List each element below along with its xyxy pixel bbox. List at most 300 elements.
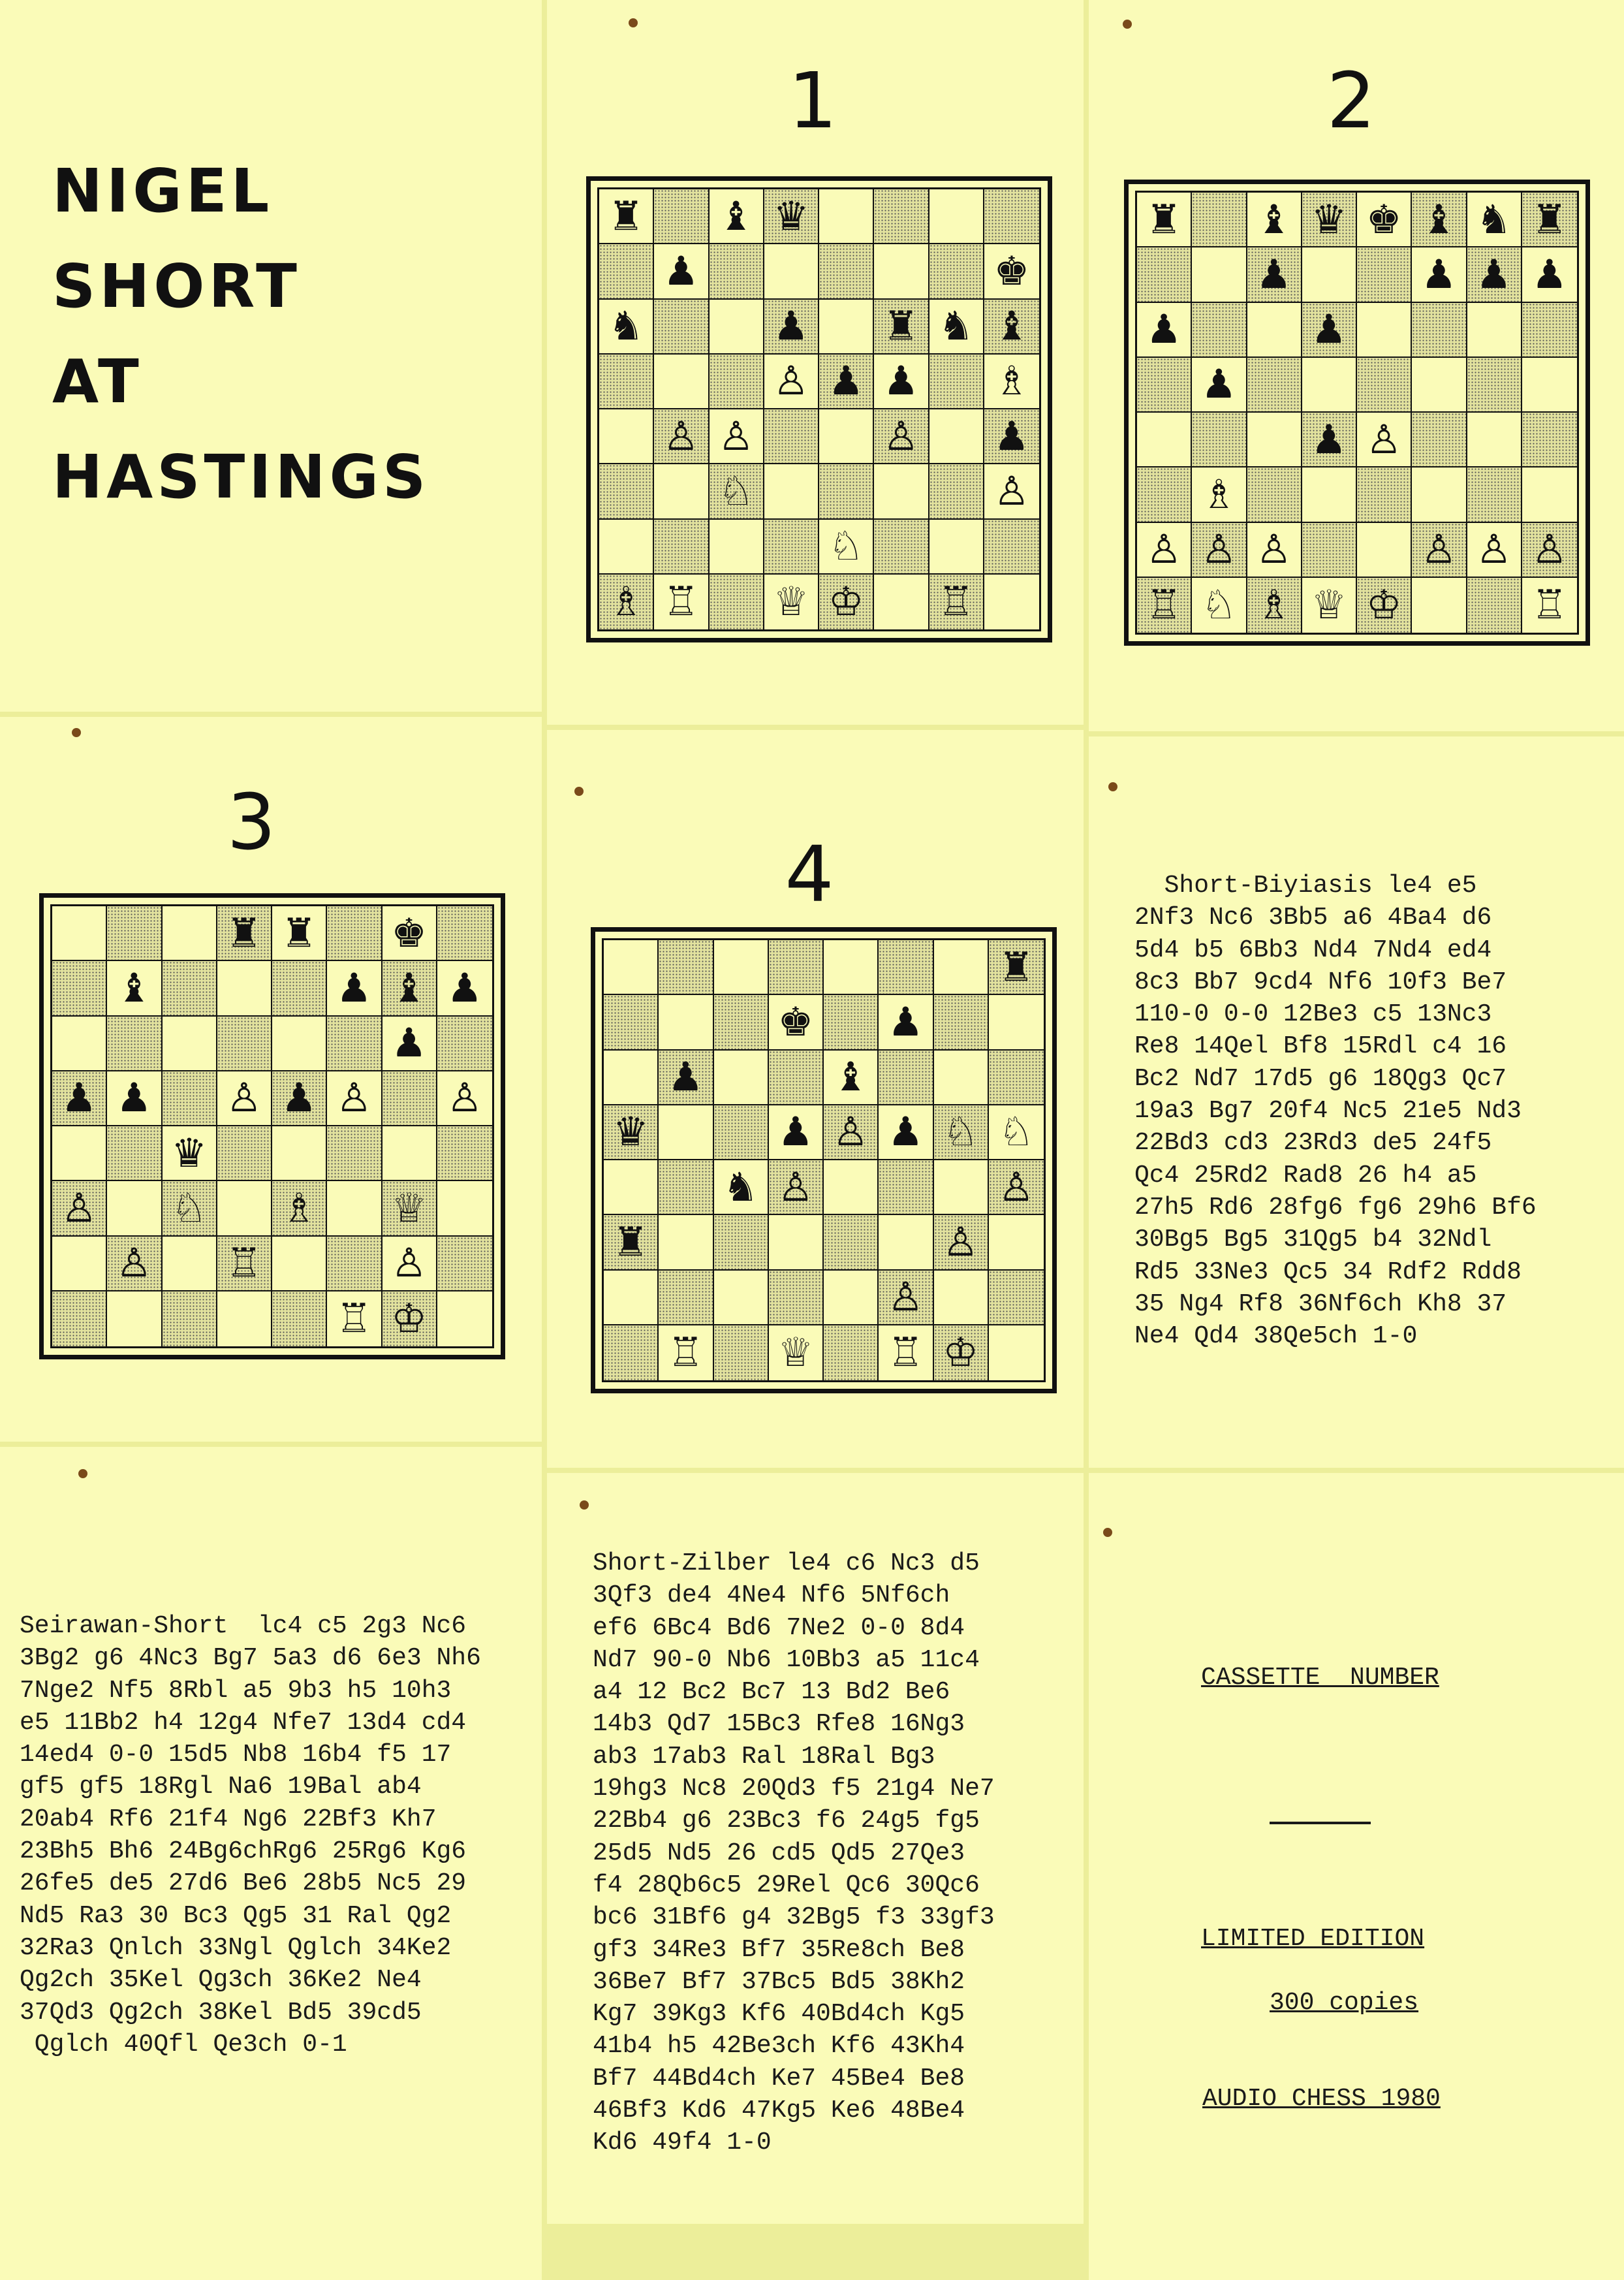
white-pawn-icon: ♙ — [1201, 526, 1237, 573]
board-square — [764, 575, 819, 629]
board-square — [659, 1271, 713, 1325]
board-square — [1522, 523, 1577, 578]
board-square — [984, 464, 1039, 519]
black-king-icon: ♚ — [993, 247, 1030, 294]
board-square — [929, 244, 984, 299]
black-king-icon: ♚ — [1366, 196, 1402, 243]
board-square — [710, 300, 764, 355]
white-pawn-icon: ♙ — [1476, 526, 1512, 573]
board-square — [272, 1126, 327, 1181]
board-square — [934, 995, 989, 1050]
white-king-icon: ♔ — [1366, 582, 1402, 629]
black-rook-icon: ♜ — [281, 910, 317, 957]
white-rook-icon: ♖ — [226, 1240, 262, 1287]
board-square — [984, 244, 1039, 299]
board-square — [710, 575, 764, 629]
white-pawn-icon: ♙ — [888, 1274, 924, 1321]
board-square — [327, 1291, 382, 1346]
black-pawn-icon: ♟ — [777, 1109, 814, 1156]
board-square — [1247, 413, 1302, 467]
board-square — [1192, 303, 1247, 358]
white-knight-icon: ♘ — [718, 467, 754, 515]
board-square — [764, 244, 819, 299]
board-square — [769, 940, 824, 995]
white-king-icon: ♔ — [391, 1295, 427, 1342]
board-square — [604, 1051, 659, 1105]
board-square — [163, 1071, 217, 1126]
board-square — [383, 1291, 437, 1346]
board-square — [710, 409, 764, 464]
board-square — [819, 409, 874, 464]
board-square — [52, 1291, 107, 1346]
title-line: AT — [52, 347, 143, 417]
chess-diagram-3 — [39, 893, 505, 1359]
board-square — [599, 300, 654, 355]
board-square — [1192, 193, 1247, 247]
board-square — [879, 1160, 933, 1215]
move-line: 35 Ng4 Rf8 36Nf6ch Kh8 37 — [1134, 1290, 1507, 1318]
board-square — [1302, 303, 1357, 358]
move-line: 22Bd3 cd3 23Rd3 de5 24f5 — [1134, 1129, 1492, 1158]
black-king-icon: ♚ — [777, 998, 814, 1045]
board-square — [934, 1051, 989, 1105]
board-square — [1137, 467, 1192, 522]
board-square — [824, 995, 879, 1050]
board-square — [819, 244, 874, 299]
board-square — [714, 1051, 769, 1105]
board-square — [599, 244, 654, 299]
board-square — [659, 1160, 713, 1215]
board-square — [654, 300, 709, 355]
black-pawn-icon: ♟ — [888, 998, 924, 1045]
board-square — [984, 575, 1039, 629]
board-square — [934, 1105, 989, 1160]
move-line: 37Qd3 Qg2ch 38Kel Bd5 39cd5 — [20, 1998, 422, 2027]
black-pawn-icon: ♟ — [1476, 251, 1512, 298]
white-pawn-icon: ♙ — [1421, 526, 1457, 573]
board-square — [984, 520, 1039, 575]
board-square — [1412, 413, 1467, 467]
black-pawn-icon: ♟ — [61, 1075, 97, 1122]
board-square — [1302, 467, 1357, 522]
board-square — [272, 961, 327, 1016]
board-square — [437, 961, 492, 1016]
white-knight-icon: ♘ — [171, 1184, 207, 1231]
board-square — [1302, 193, 1357, 247]
move-line: 41b4 h5 42Be3ch Kf6 43Kh4 — [593, 2032, 965, 2061]
board-square — [1192, 358, 1247, 413]
move-line: 26fe5 de5 27d6 Be6 28b5 Nc5 29 — [20, 1869, 467, 1898]
board-square — [1302, 413, 1357, 467]
move-line: 5d4 b5 6Bb3 Nd4 7Nd4 ed4 — [1134, 936, 1492, 964]
title-line: NIGEL — [52, 156, 273, 226]
board-square — [1522, 193, 1577, 247]
board-square — [1302, 578, 1357, 633]
white-pawn-icon: ♙ — [391, 1240, 427, 1287]
white-knight-icon: ♘ — [828, 523, 864, 570]
board-square — [272, 1181, 327, 1236]
board-square — [604, 940, 659, 995]
publisher-label: AUDIO CHESS 1980 — [1202, 2085, 1441, 2113]
white-knight-icon: ♘ — [1201, 582, 1237, 629]
board-square — [764, 409, 819, 464]
white-pawn-icon: ♙ — [1366, 416, 1402, 463]
black-pawn-icon: ♟ — [993, 413, 1030, 460]
black-knight-icon: ♞ — [938, 303, 974, 350]
board-square — [1412, 303, 1467, 358]
white-pawn-icon: ♙ — [116, 1240, 152, 1287]
move-line: 19hg3 Nc8 20Qd3 f5 21g4 Ne7 — [593, 1775, 995, 1803]
white-rook-icon: ♖ — [1146, 582, 1182, 629]
cassette-number-blank — [1270, 1822, 1371, 1824]
board-square — [659, 1105, 713, 1160]
staple-mark — [580, 1500, 589, 1510]
board-square — [217, 1017, 272, 1071]
move-line: gf5 gf5 18Rgl Na6 19Bal ab4 — [20, 1773, 422, 1801]
board-square — [383, 1017, 437, 1071]
board-square — [714, 1215, 769, 1270]
board-square — [163, 1291, 217, 1346]
board-square — [1522, 413, 1577, 467]
board-square — [1467, 303, 1522, 358]
board-square — [654, 464, 709, 519]
board-square — [874, 464, 929, 519]
board-square — [437, 1237, 492, 1291]
board-square — [654, 409, 709, 464]
board-square — [874, 189, 929, 244]
board-square — [710, 520, 764, 575]
black-knight-icon: ♞ — [608, 303, 644, 350]
board-square — [659, 1051, 713, 1105]
board-square — [1357, 413, 1412, 467]
white-king-icon: ♔ — [828, 578, 864, 625]
board-square — [824, 1215, 879, 1270]
move-line: Qglch 40Qfl Qe3ch 0-1 — [20, 2030, 347, 2059]
board-square — [52, 1237, 107, 1291]
board-square — [1247, 247, 1302, 302]
board-square — [1467, 578, 1522, 633]
board-square — [599, 355, 654, 409]
board-square — [437, 1181, 492, 1236]
black-bishop-icon: ♝ — [1421, 196, 1457, 243]
board-square — [659, 940, 713, 995]
board-square — [327, 1071, 382, 1126]
game-score-short-zilber — [593, 1547, 995, 2159]
board-square — [659, 995, 713, 1050]
board-square — [984, 189, 1039, 244]
board-square — [1247, 523, 1302, 578]
black-pawn-icon: ♟ — [1531, 251, 1568, 298]
black-queen-icon: ♛ — [612, 1109, 649, 1156]
diagram-number: 2 — [1326, 55, 1376, 146]
board-square — [604, 1105, 659, 1160]
move-line: 3Bg2 g6 4Nc3 Bg7 5a3 d6 6e3 Nh6 — [20, 1644, 481, 1673]
move-line: 32Ra3 Qnlch 33Ngl Qglch 34Ke2 — [20, 1933, 452, 1962]
black-bishop-icon: ♝ — [832, 1054, 869, 1101]
board-square — [383, 961, 437, 1016]
board-square — [107, 1071, 162, 1126]
white-bishop-icon: ♗ — [281, 1184, 317, 1231]
move-line: 36Be7 Bf7 37Bc5 Bd5 38Kh2 — [593, 1967, 965, 1996]
move-line: Bc2 Nd7 17d5 g6 18Qg3 Qc7 — [1134, 1064, 1507, 1093]
board-square — [769, 995, 824, 1050]
board-square — [383, 1181, 437, 1236]
black-queen-icon: ♛ — [773, 193, 809, 240]
board-square — [874, 520, 929, 575]
board-square — [107, 1237, 162, 1291]
copies-label: 300 copies — [1270, 1989, 1419, 2017]
black-king-icon: ♚ — [391, 910, 427, 957]
board-square — [710, 189, 764, 244]
board-square — [984, 409, 1039, 464]
board-square — [1357, 193, 1412, 247]
staple-mark — [1108, 782, 1117, 791]
board-square — [1522, 467, 1577, 522]
move-line: f4 28Qb6c5 29Rel Qc6 30Qc6 — [593, 1871, 980, 1899]
white-pawn-icon: ♙ — [663, 413, 699, 460]
board-square — [879, 1271, 933, 1325]
board-square — [879, 1215, 933, 1270]
limited-edition-label: LIMITED EDITION — [1201, 1925, 1425, 1953]
black-queen-icon: ♛ — [1311, 196, 1347, 243]
board-square — [769, 1215, 824, 1270]
board-square — [327, 1126, 382, 1181]
board-square — [769, 1105, 824, 1160]
board-square — [163, 1181, 217, 1236]
move-line: a4 12 Bc2 Bc7 13 Bd2 Be6 — [593, 1678, 950, 1707]
move-line: 27h5 Rd6 28fg6 fg6 29h6 Bf6 — [1134, 1193, 1537, 1222]
white-pawn-icon: ♙ — [446, 1075, 483, 1122]
board-square — [714, 1271, 769, 1325]
white-pawn-icon: ♙ — [832, 1109, 869, 1156]
board-square — [764, 464, 819, 519]
board-square — [929, 355, 984, 409]
move-line: 20ab4 Rf6 21f4 Ng6 22Bf3 Kh7 — [20, 1805, 437, 1833]
board-square — [52, 1126, 107, 1181]
black-rook-icon: ♜ — [608, 193, 644, 240]
board-square — [327, 906, 382, 961]
board-square — [1357, 358, 1412, 413]
move-line: Re8 14Qel Bf8 15Rdl c4 16 — [1134, 1032, 1507, 1061]
board-square — [654, 520, 709, 575]
board-square — [383, 1071, 437, 1126]
board-square — [52, 1017, 107, 1071]
board-square — [769, 1271, 824, 1325]
board-square — [604, 1215, 659, 1270]
board-square — [272, 1017, 327, 1071]
white-pawn-icon: ♙ — [883, 413, 919, 460]
white-pawn-icon: ♙ — [718, 413, 754, 460]
board-square — [1522, 578, 1577, 633]
board-square — [217, 1237, 272, 1291]
board-square — [1192, 523, 1247, 578]
board-square — [1137, 358, 1192, 413]
black-bishop-icon: ♝ — [1256, 196, 1292, 243]
white-pawn-icon: ♙ — [226, 1075, 262, 1122]
board-square — [1412, 247, 1467, 302]
white-queen-icon: ♕ — [777, 1329, 814, 1376]
move-line: Rd5 33Ne3 Qc5 34 Rdf2 Rdd8 — [1134, 1258, 1522, 1286]
board-square — [272, 1237, 327, 1291]
staple-mark — [1123, 20, 1132, 29]
black-rook-icon: ♜ — [612, 1218, 649, 1265]
board-square — [934, 1160, 989, 1215]
board-square — [874, 355, 929, 409]
board-square — [1192, 578, 1247, 633]
board-square — [819, 464, 874, 519]
title-line: SHORT — [52, 251, 301, 321]
black-pawn-icon: ♟ — [1421, 251, 1457, 298]
board-square — [1192, 467, 1247, 522]
board-square — [929, 189, 984, 244]
black-pawn-icon: ♟ — [446, 964, 483, 1011]
black-rook-icon: ♜ — [1531, 196, 1568, 243]
staple-mark — [1103, 1528, 1112, 1537]
board-square — [163, 1237, 217, 1291]
board-square — [437, 1017, 492, 1071]
board-square — [327, 1237, 382, 1291]
board-square — [764, 355, 819, 409]
move-line: 22Bb4 g6 23Bc3 f6 24g5 fg5 — [593, 1807, 980, 1835]
board-square — [824, 940, 879, 995]
black-pawn-icon: ♟ — [773, 303, 809, 350]
board-square — [163, 1126, 217, 1181]
board-square — [1412, 358, 1467, 413]
board-square — [327, 1017, 382, 1071]
board-square — [1247, 358, 1302, 413]
cassette-number-label: CASSETTE NUMBER — [1201, 1664, 1439, 1692]
staple-mark — [629, 18, 638, 27]
move-line: e5 11Bb2 h4 12g4 Nfe7 13d4 cd4 — [20, 1708, 467, 1737]
board-square — [217, 1071, 272, 1126]
white-pawn-icon: ♙ — [773, 358, 809, 405]
board-square — [874, 409, 929, 464]
white-rook-icon: ♖ — [888, 1329, 924, 1376]
board-square — [1412, 523, 1467, 578]
black-rook-icon: ♜ — [1146, 196, 1182, 243]
move-line: ab3 17ab3 Ral 18Ral Bg3 — [593, 1742, 935, 1771]
white-rook-icon: ♖ — [336, 1295, 372, 1342]
board-square — [989, 1325, 1044, 1380]
board-square — [1467, 247, 1522, 302]
board-square — [604, 1160, 659, 1215]
board-square — [989, 1215, 1044, 1270]
board-square — [1522, 303, 1577, 358]
board-square — [1137, 193, 1192, 247]
move-line: Bf7 44Bd4ch Ke7 45Be4 Be8 — [593, 2064, 965, 2093]
board-square — [764, 300, 819, 355]
board-square — [1137, 523, 1192, 578]
board-square — [1137, 413, 1192, 467]
board-square — [874, 300, 929, 355]
board-square — [714, 995, 769, 1050]
board-square — [383, 906, 437, 961]
board-square — [163, 1017, 217, 1071]
white-knight-icon: ♘ — [998, 1109, 1035, 1156]
white-pawn-icon: ♙ — [993, 467, 1030, 515]
board-square — [599, 409, 654, 464]
move-line: Kg7 39Kg3 Kf6 40Bd4ch Kg5 — [593, 2000, 965, 2029]
game-score-short-biyiasis — [1134, 870, 1537, 1352]
black-pawn-icon: ♟ — [1311, 416, 1347, 463]
board-square — [217, 1126, 272, 1181]
board-square — [989, 1105, 1044, 1160]
black-pawn-icon: ♟ — [883, 358, 919, 405]
black-knight-icon: ♞ — [723, 1164, 758, 1211]
move-line: 14b3 Qd7 15Bc3 Rfe8 16Ng3 — [593, 1710, 965, 1739]
board-square — [819, 355, 874, 409]
move-line: 7Nge2 Nf5 8Rbl a5 9b3 h5 10h3 — [20, 1676, 452, 1705]
board-square — [714, 940, 769, 995]
board-square — [769, 1325, 824, 1380]
black-bishop-icon: ♝ — [116, 964, 152, 1011]
board-square — [769, 1051, 824, 1105]
black-knight-icon: ♞ — [1476, 196, 1512, 243]
white-knight-icon: ♘ — [943, 1109, 978, 1156]
board-square — [989, 940, 1044, 995]
staple-mark — [574, 787, 584, 796]
white-pawn-icon: ♙ — [61, 1184, 97, 1231]
board-square — [1412, 193, 1467, 247]
board-square — [1247, 578, 1302, 633]
board-square — [1137, 303, 1192, 358]
black-bishop-icon: ♝ — [391, 964, 427, 1011]
board-square — [710, 244, 764, 299]
board-square — [934, 940, 989, 995]
board-square — [824, 1160, 879, 1215]
board-square — [934, 1271, 989, 1325]
board-square — [929, 464, 984, 519]
white-pawn-icon: ♙ — [1531, 526, 1568, 573]
board-square — [163, 961, 217, 1016]
white-pawn-icon: ♙ — [943, 1218, 978, 1265]
move-line: 2Nf3 Nc6 3Bb5 a6 4Ba4 d6 — [1134, 904, 1492, 932]
move-line: 19a3 Bg7 20f4 Nc5 21e5 Nd3 — [1134, 1097, 1522, 1126]
black-rook-icon: ♜ — [998, 943, 1035, 990]
board-square — [107, 1126, 162, 1181]
board-square — [654, 355, 709, 409]
chess-diagram-4 — [591, 927, 1057, 1393]
title-line: HASTINGS — [52, 442, 430, 512]
black-rook-icon: ♜ — [226, 910, 262, 957]
diagram-number: 1 — [788, 55, 837, 146]
black-pawn-icon: ♟ — [668, 1054, 704, 1101]
board-square — [929, 520, 984, 575]
board-square — [107, 1291, 162, 1346]
board-square — [659, 1215, 713, 1270]
board-square — [599, 464, 654, 519]
board-square — [52, 906, 107, 961]
board-square — [107, 1017, 162, 1071]
chess-diagram-2 — [1124, 180, 1590, 646]
board-square — [383, 1126, 437, 1181]
board-square — [659, 1325, 713, 1380]
move-line: bc6 31Bf6 g4 32Bg5 f3 33gf3 — [593, 1903, 995, 1932]
move-line: Short-Biyiasis le4 e5 — [1134, 872, 1477, 900]
board-square — [824, 1051, 879, 1105]
white-rook-icon: ♖ — [663, 578, 699, 625]
board-square — [217, 961, 272, 1016]
black-queen-icon: ♛ — [171, 1130, 207, 1177]
board-square — [984, 355, 1039, 409]
board-square — [107, 1181, 162, 1236]
cover-title — [52, 144, 429, 525]
board-square — [217, 906, 272, 961]
board-square — [1247, 467, 1302, 522]
board-square — [272, 906, 327, 961]
white-pawn-icon: ♙ — [1146, 526, 1182, 573]
board-square — [217, 1291, 272, 1346]
